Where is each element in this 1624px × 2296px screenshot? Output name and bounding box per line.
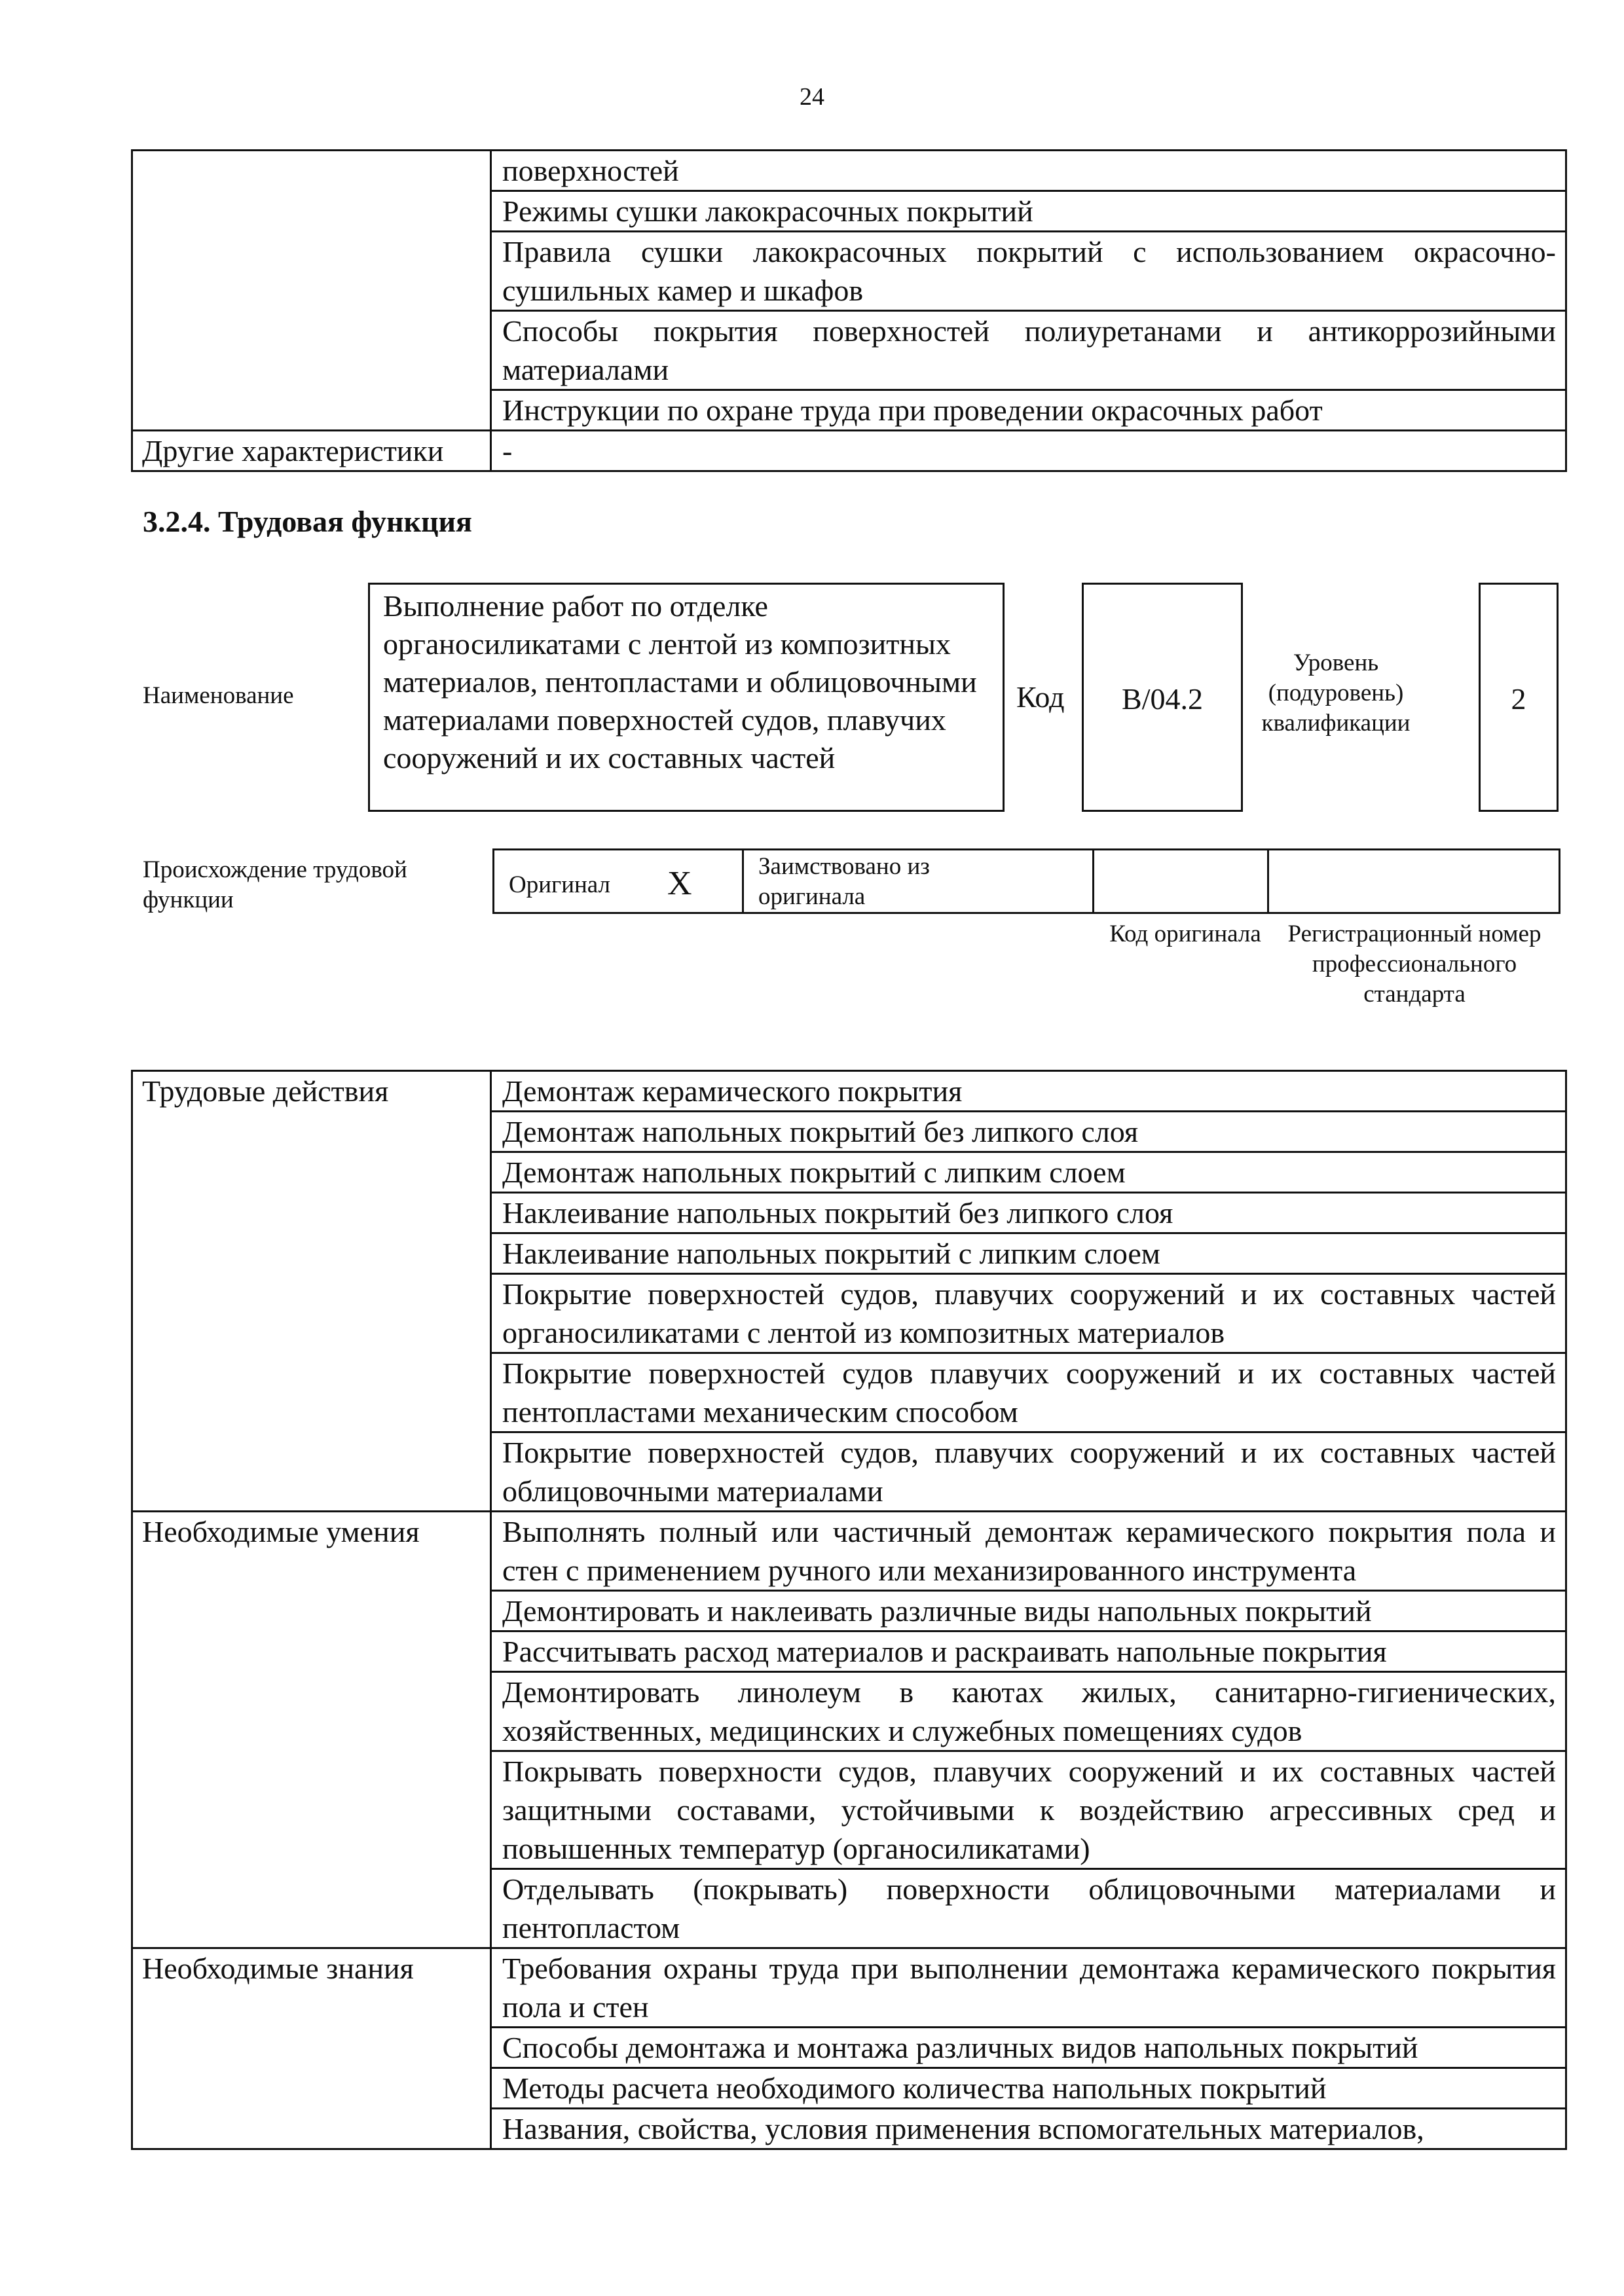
knowledge-item: Названия, свойства, условия применения вспомогательных материалов, — [491, 2109, 1566, 2149]
labor-action-item: Наклеивание напольных покрытий с липким слоем — [491, 1233, 1566, 1274]
labor-actions-label: Трудовые действия — [132, 1071, 491, 1512]
function-name-text: Выполнение работ по отделке органосиликатами с лентой из композитных материалов, пентопластами и облицовочными материалами поверхностей судов, плавучих сооружений и их составных частей — [383, 589, 977, 774]
table-row — [132, 1512, 1566, 1591]
origin-code-cell — [1092, 848, 1269, 914]
other-characteristics-value: - — [491, 431, 1566, 471]
skill-item: Демонтировать линолеум в каютах жилых, санитарно-гигиенических, хозяйственных, медицинских и служебных помещениях судов — [491, 1672, 1566, 1751]
table-cell: Правила сушки лакокрасочных покрытий с использованием окрасочно-сушильных камер и шкафов — [491, 232, 1566, 311]
other-characteristics-label: Другие характеристики — [132, 431, 491, 471]
level-box — [1479, 583, 1559, 812]
labor-action-item: Наклеивание напольных покрытий без липкого слоя — [491, 1193, 1566, 1233]
labor-action-item: Демонтаж керамического покрытия — [491, 1071, 1566, 1112]
knowledge-item: Требования охраны труда при выполнении демонтажа керамического покрытия пола и стен — [491, 1948, 1566, 2028]
original-mark: X — [667, 865, 692, 902]
origin-reg-number-cell — [1267, 848, 1560, 914]
code-value: B/04.2 — [1122, 682, 1203, 716]
code-label: Код — [1016, 680, 1065, 714]
function-details-table — [131, 1070, 1567, 2150]
required-knowledge-label: Необходимые знания — [132, 1948, 491, 2149]
origin-original-cell — [492, 848, 744, 914]
code-box — [1082, 583, 1243, 812]
origin-borrowed-cell — [742, 848, 1094, 914]
origin-label: Происхождение трудовой функции — [143, 856, 407, 913]
table-row — [132, 431, 1566, 471]
skill-item: Выполнять полный или частичный демонтаж керамического покрытия пола и стен с применением ручного или механизированного инструмента — [491, 1512, 1566, 1591]
labor-action-item: Покрытие поверхностей судов плавучих сооружений и их составных частей пентопластами механическим способом — [491, 1353, 1566, 1432]
name-label: Наименование — [143, 682, 294, 709]
skill-item: Отделывать (покрывать) поверхности облицовочными материалами и пентопластом — [491, 1869, 1566, 1948]
skill-item: Рассчитывать расход материалов и раскраивать напольные покрытия — [491, 1631, 1566, 1672]
borrowed-label: Заимствовано из оригинала — [758, 853, 930, 910]
reg-number-caption: Регистрационный номер профессионального стандарта — [1287, 920, 1541, 1008]
labor-action-item: Демонтаж напольных покрытий без липкого слоя — [491, 1112, 1566, 1152]
table-cell: Режимы сушки лакокрасочных покрытий — [491, 191, 1566, 232]
top-characteristics-table — [131, 149, 1567, 472]
section-title: 3.2.4. Трудовая функция — [143, 505, 472, 538]
code-caption: Код оригинала — [1109, 920, 1261, 947]
table-cell: Инструкции по охране труда при проведении окрасочных работ — [491, 390, 1566, 431]
page-number: 24 — [800, 83, 824, 111]
knowledge-item: Способы демонтажа и монтажа различных видов напольных покрытий — [491, 2028, 1566, 2068]
table-row — [132, 151, 1566, 191]
original-label: Оригинал — [509, 871, 611, 898]
skill-item: Покрывать поверхности судов, плавучих сооружений и их составных частей защитными составами, устойчивыми к воздействию агрессивных сред и повышенных температур (органосиликатами) — [491, 1751, 1566, 1869]
knowledge-item: Методы расчета необходимого количества напольных покрытий — [491, 2068, 1566, 2109]
empty-label-cell — [132, 151, 491, 431]
skill-item: Демонтировать и наклеивать различные виды напольных покрытий — [491, 1591, 1566, 1631]
required-skills-label: Необходимые умения — [132, 1512, 491, 1948]
labor-action-item: Демонтаж напольных покрытий с липким слоем — [491, 1152, 1566, 1193]
labor-action-item: Покрытие поверхностей судов, плавучих сооружений и их составных частей облицовочными материалами — [491, 1432, 1566, 1512]
labor-action-item: Покрытие поверхностей судов, плавучих сооружений и их составных частей органосиликатами с лентой из композитных материалов — [491, 1274, 1566, 1353]
level-value: 2 — [1511, 682, 1526, 716]
table-row — [132, 1948, 1566, 2028]
table-row — [132, 1071, 1566, 1112]
qualification-level-label: Уровень (подуровень) квалификации — [1261, 649, 1411, 737]
table-cell: Способы покрытия поверхностей полиуретанами и антикоррозийными материалами — [491, 311, 1566, 390]
function-name-box — [368, 583, 1005, 812]
table-cell: поверхностей — [491, 151, 1566, 191]
